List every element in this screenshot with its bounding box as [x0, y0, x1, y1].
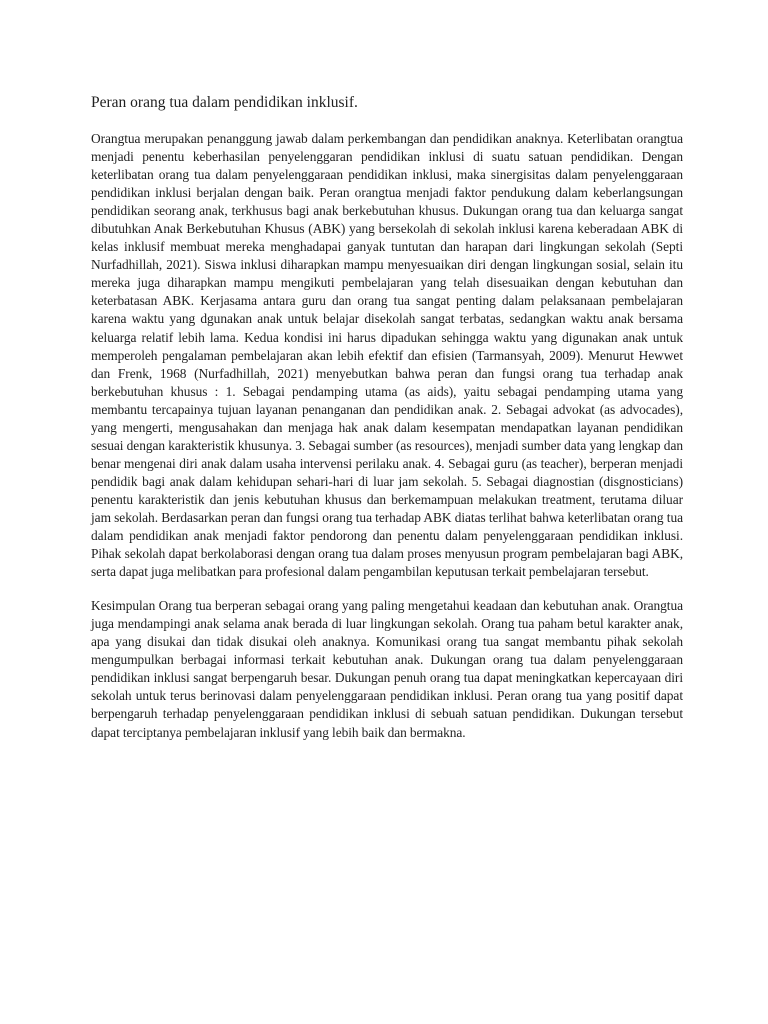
document-title: Peran orang tua dalam pendidikan inklusif.	[91, 94, 358, 111]
body-paragraph-peran-orang-tua: Orangtua merupakan penanggung jawab dalam perkembangan dan pendidikan anaknya. Keterlibatan orangtua menjadi penentu keberhasilan penyelenggaran pendidikan inklusi di suatu satuan pendidikan. Dengan keterlibatan orang tua dalam penyelenggaraan pendidikan inklusi, maka sinergisitas dalam penyelenggaraan pendidikan inklusi berjalan dengan baik. Peran orangtua menjadi faktor pendukung dalam keberlangsungan pendidikan seorang anak, terkhusus bagi anak berkebutuhan khusus. Dukungan orang tua dan keluarga sangat dibutuhkan Anak Berkebutuhan Khusus (ABK) yang bersekolah di sekolah inklusi karena keberadaan ABK di kelas inklusif membuat mereka menghadapai ganyak tuntutan dan harapan dari lingkungan sekolah (Septi Nurfadhillah, 2021). Siswa inklusi diharapkan mampu menyesuaikan diri dengan lingkungan sosial, selain itu mereka juga diharapkan mampu mengikuti pembelajaran yang telah disesuaikan dengan kebutuhan dan keterbatasan ABK. Kerjasama antara guru dan orang tua sangat penting dalam pelaksanaan pembelajaran karena waktu yang dgunakan anak untuk belajar disekolah sangat terbatas, sedangkan waktu anak bersama keluarga relatif lebih lama. Kedua kondisi ini harus dipadukan sehingga waktu yang digunakan anak untuk memperoleh pengalaman pembelajaran akan lebih efektif dan efisien (Tarmansyah, 2009). Menurut Hewwet dan Frenk, 1968 (Nurfadhillah, 2021) menyebutkan bahwa peran dan fungsi orang tua terhadap anak berkebutuhan khusus : 1. Sebagai pendamping utama (as aids), yaitu sebagai pendamping utama yang membantu tercapainya tujuan layanan penanganan dan pendidikan anak. 2. Sebagai advokat (as advocades), yang mengerti, mengusahakan dan menjaga hak anak dalam kesempatan mendapatkan layanan pendidikan sesuai dengan karakteristik khusunya. 3. Sebagai sumber (as resources), menjadi sumber data yang lengkap dan benar mengenai diri anak dalam usaha intervensi perilaku anak. 4. Sebagai guru (as teacher), berperan menjadi pendidik bagi anak dalam kehidupan sehari-hari di luar jam sekolah. 5. Sebagai diagnostian (disgnosticians) penentu karakteristik dan jenis kebutuhan khusus dan berkemampuan melakukan treatment, terutama diluar jam sekolah. Berdasarkan peran dan fungsi orang tua terhadap ABK diatas terlihat bahwa keterlibatan orang tua dalam pendidikan anak menjadi faktor pendorong dan penentu dalam penyelenggaraan pendidikan inklusi. Pihak sekolah dapat berkolaborasi dengan orang tua dalam proses menyusun program pembelajaran bagi ABK, serta dapat juga melibatkan para profesional dalam pengambilan keputusan terkait pembelajaran tersebut.	[91, 131, 683, 580]
body-paragraph-kesimpulan: Kesimpulan Orang tua berperan sebagai orang yang paling mengetahui keadaan dan kebutuhan anak. Orangtua juga mendampingi anak selama anak berada di luar lingkungan sekolah. Orang tua paham betul karakter anak, apa yang disukai dan tidak disukai oleh anaknya. Komunikasi orang tua sangat membantu pihak sekolah mengumpulkan berbagai informasi terkait kebutuhan anak. Dukungan orang tua dalam penyelenggaraan pendidikan inklusi sangat berpengaruh besar. Dukungan penuh orang tua dapat meningkatkan kepercayaan diri sekolah untuk terus berinovasi dalam penyelenggaraan pendidikan inklusi. Peran orang tua yang positif dapat berpengaruh terhadap penyelenggaraan pendidikan inklusi di sebuah satuan pendidikan. Dukungan tersebut dapat terciptanya pembelajaran inklusif yang lebih baik dan bermakna.	[91, 598, 683, 740]
